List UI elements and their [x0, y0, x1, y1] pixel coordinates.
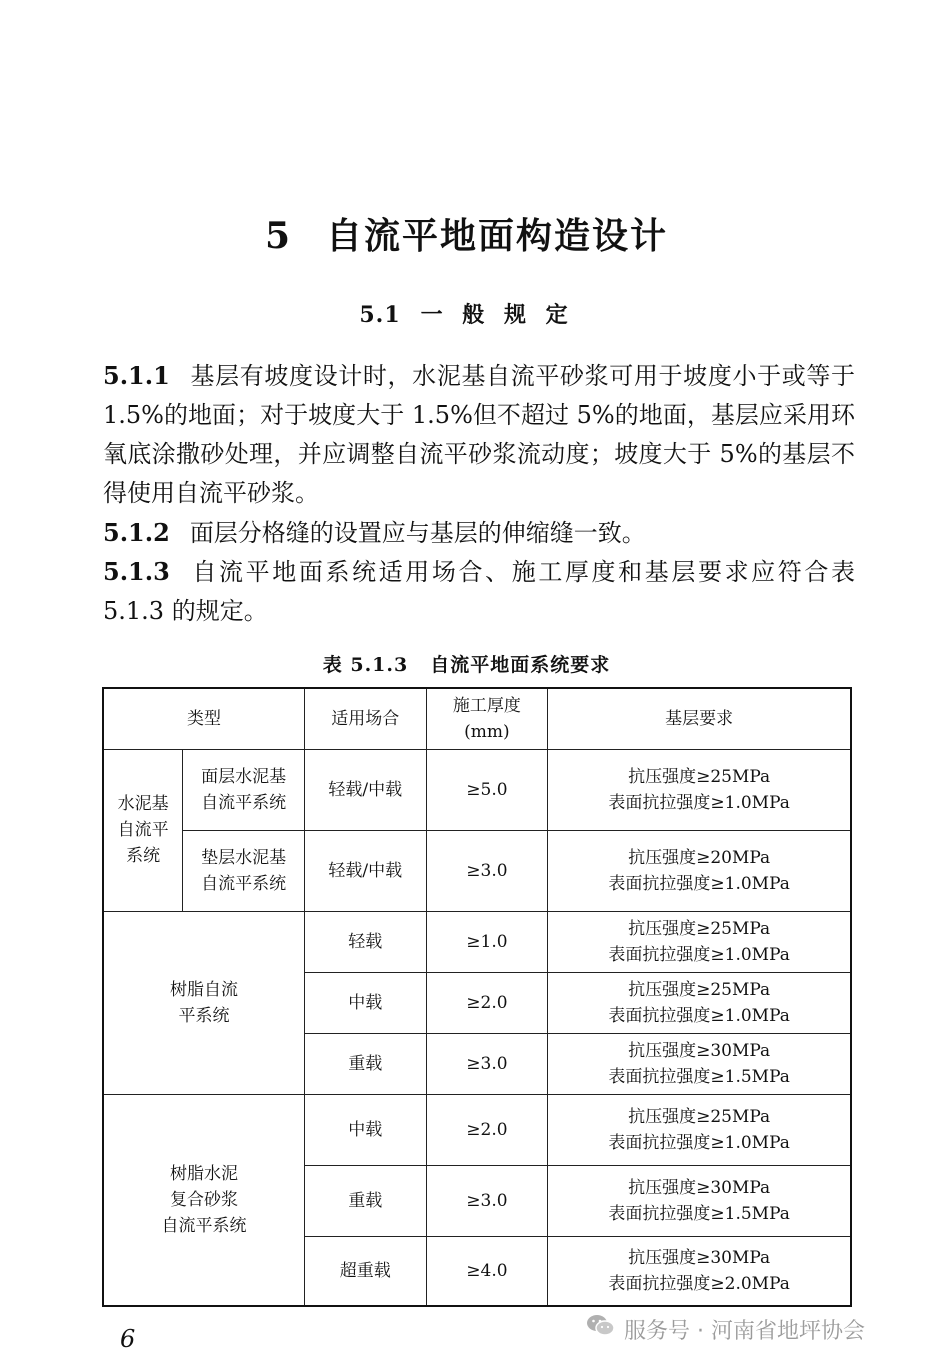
group-cell: 树脂自流 平系统: [103, 911, 304, 1094]
table-caption: [0, 650, 933, 677]
base-cell: 抗压强度≥25MPa 表面抗拉强度≥1.0MPa: [548, 749, 851, 830]
base-cell: 抗压强度≥25MPa 表面抗拉强度≥1.0MPa: [548, 911, 851, 972]
clause-number: 5.1.1: [103, 361, 170, 390]
thickness-cell: ≥3.0: [426, 1033, 548, 1094]
scene-cell: 中载: [304, 972, 426, 1033]
clause-5-1-1: [103, 356, 855, 513]
table-caption-number: 表 5.1.3: [322, 654, 409, 676]
base-cell: 抗压强度≥25MPa 表面抗拉强度≥1.0MPa: [548, 1094, 851, 1165]
table-header-row: [103, 688, 851, 749]
page-number: 6: [120, 1325, 136, 1353]
group-cell: 水泥基 自流平 系统: [103, 749, 183, 911]
subtype-cell: 垫层水泥基 自流平系统: [183, 830, 305, 911]
table-row: [103, 749, 851, 830]
clause-text: 自流平地面系统适用场合、施工厚度和基层要求应符合表 5.1.3 的规定。: [103, 558, 855, 625]
chapter-title: [0, 208, 933, 259]
base-cell: 抗压强度≥25MPa 表面抗拉强度≥1.0MPa: [548, 972, 851, 1033]
group-cell: 树脂水泥 复合砂浆 自流平系统: [103, 1094, 304, 1306]
wechat-icon: [586, 1313, 624, 1345]
table-row: [103, 1094, 851, 1165]
clause-5-1-2: [103, 513, 855, 553]
table-row: [103, 830, 851, 911]
chapter-number: 5: [264, 215, 293, 257]
thickness-cell: ≥2.0: [426, 1094, 548, 1165]
thickness-cell: ≥5.0: [426, 749, 548, 830]
scene-cell: 重载: [304, 1033, 426, 1094]
scene-cell: 轻载/中载: [304, 749, 426, 830]
scene-cell: 重载: [304, 1165, 426, 1236]
thickness-cell: ≥3.0: [426, 830, 548, 911]
thickness-cell: ≥4.0: [426, 1236, 548, 1306]
base-cell: 抗压强度≥30MPa 表面抗拉强度≥1.5MPa: [548, 1165, 851, 1236]
clause-text: 面层分格缝的设置应与基层的伸缩缝一致。: [189, 519, 646, 547]
header-type: 类型: [103, 688, 304, 749]
base-cell: 抗压强度≥20MPa 表面抗拉强度≥1.0MPa: [548, 830, 851, 911]
scene-cell: 中载: [304, 1094, 426, 1165]
table-caption-title: 自流平地面系统要求: [430, 654, 611, 676]
clause-number: 5.1.3: [103, 557, 170, 586]
section-title-text: 一 般 规 定: [420, 302, 574, 328]
chapter-title-text: 自流平地面构造设计: [326, 215, 669, 257]
base-cell: 抗压强度≥30MPa 表面抗拉强度≥1.5MPa: [548, 1033, 851, 1094]
subtype-cell: 面层水泥基 自流平系统: [183, 749, 305, 830]
scene-cell: 轻载: [304, 911, 426, 972]
header-scene: 适用场合: [304, 688, 426, 749]
section-title: [0, 298, 933, 329]
base-cell: 抗压强度≥30MPa 表面抗拉强度≥2.0MPa: [548, 1236, 851, 1306]
clause-number: 5.1.2: [103, 518, 170, 547]
watermark-text: 服务号 · 河南省地坪协会: [624, 1318, 865, 1344]
requirements-table: [102, 687, 852, 1307]
thickness-cell: ≥3.0: [426, 1165, 548, 1236]
watermark: [586, 1313, 865, 1345]
clause-5-1-3: [103, 552, 855, 631]
header-thickness: 施工厚度 (mm): [426, 688, 548, 749]
thickness-cell: ≥1.0: [426, 911, 548, 972]
header-base: 基层要求: [548, 688, 851, 749]
table-row: [103, 911, 851, 972]
section-number: 5.1: [359, 302, 401, 328]
clause-text: 基层有坡度设计时，水泥基自流平砂浆可用于坡度小于或等于 1.5%的地面；对于坡度大于 1.5%但不超过 5%的地面，基层应采用环氧底涂撒砂处理，并应调整自流平砂浆流动度；坡度大于 5%的基层不得使用自流平砂浆。: [103, 362, 855, 507]
scene-cell: 轻载/中载: [304, 830, 426, 911]
scene-cell: 超重载: [304, 1236, 426, 1306]
thickness-cell: ≥2.0: [426, 972, 548, 1033]
